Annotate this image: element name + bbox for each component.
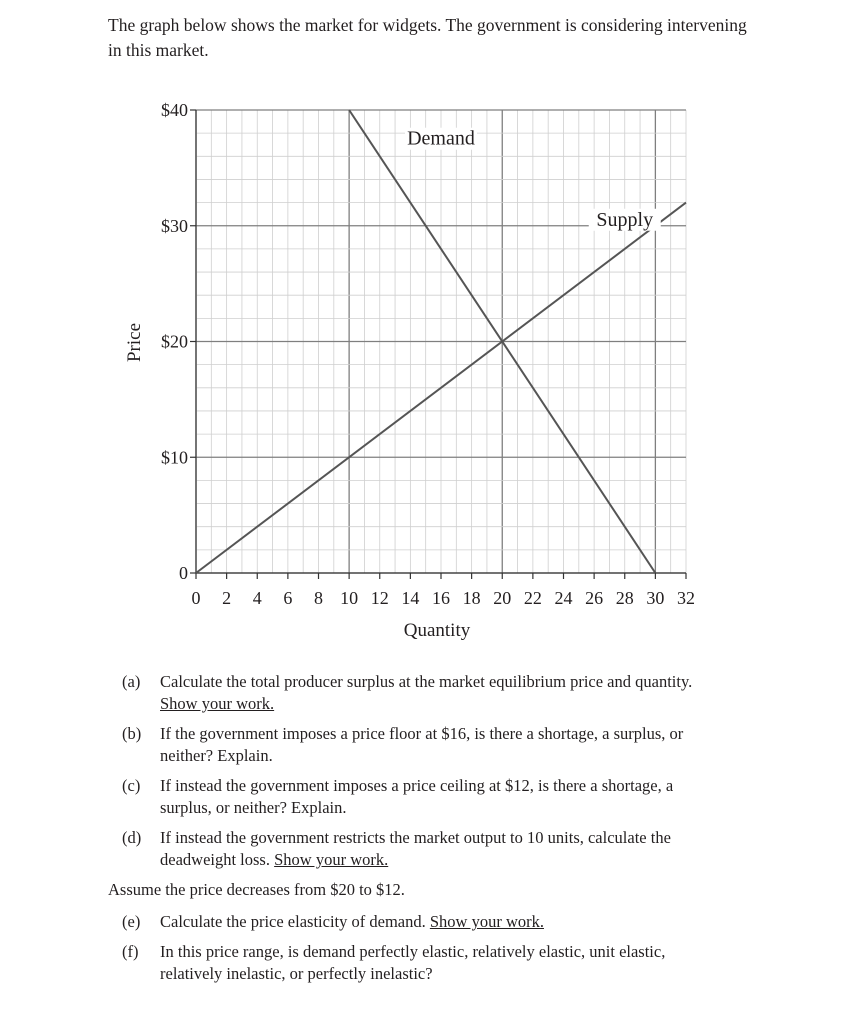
y-axis-title: Price <box>124 322 145 363</box>
y-tick-label: $40 <box>161 100 188 120</box>
question-text: If the government imposes a price floor at $16, is there a shortage, a surplus, or neither? Explain. <box>160 724 684 765</box>
question-text-block <box>160 827 728 871</box>
question-label: (b) <box>122 724 142 743</box>
y-tick-label: $20 <box>161 331 188 352</box>
question-text-block <box>160 723 728 767</box>
question-e <box>108 911 728 933</box>
x-tick-label: 24 <box>554 588 573 608</box>
intro-text: The graph below shows the market for widgets. The government is considering intervening in this market. <box>108 15 747 60</box>
x-tick-label: 2 <box>222 588 232 608</box>
question-a <box>108 671 728 715</box>
question-list <box>108 671 728 993</box>
show-work-instruction: Show your work. <box>274 850 389 869</box>
x-axis-title: Quantity <box>403 620 471 641</box>
question-text-block <box>160 671 728 715</box>
question-text: In this price range, is demand perfectly elastic, relatively elastic, unit elastic, relatively inelastic, or perfectly inelastic? <box>160 942 666 983</box>
question-f <box>108 941 728 985</box>
x-tick-label: 20 <box>493 588 512 608</box>
x-tick-label: 30 <box>646 588 665 608</box>
question-label: (a) <box>122 672 141 691</box>
question-text-block <box>160 775 728 819</box>
question-label: (e) <box>122 912 141 931</box>
x-tick-label: 22 <box>523 588 542 608</box>
annotation-supply-label: Supply <box>596 208 654 231</box>
x-tick-label: 0 <box>191 588 201 608</box>
y-tick-label: 0 <box>179 563 188 583</box>
x-tick-label: 6 <box>283 588 293 608</box>
x-tick-label: 4 <box>252 588 262 608</box>
question-label: (d) <box>122 828 142 847</box>
question-text: Calculate the total producer surplus at the market equilibrium price and quantity. <box>160 672 693 691</box>
question-b <box>108 723 728 767</box>
question-text: If instead the government imposes a price ceiling at $12, is there a shortage, a surplus, or neither? Explain. <box>160 776 674 817</box>
question-text: If instead the government restricts the market output to 10 units, calculate the deadweight loss. <box>160 828 671 869</box>
x-tick-label: 8 <box>314 588 323 608</box>
show-work-instruction: Show your work. <box>160 694 275 713</box>
question-text: Calculate the price elasticity of demand. <box>160 912 426 931</box>
question-group-2 <box>108 911 728 985</box>
question-text-block <box>160 911 728 933</box>
show-work-instruction: Show your work. <box>429 912 544 931</box>
y-tick-label: $30 <box>161 215 188 236</box>
question-c <box>108 775 728 819</box>
x-tick-label: 12 <box>370 588 389 608</box>
x-tick-label: 18 <box>462 588 481 608</box>
assume-text: Assume the price decreases from $20 to $12. <box>108 880 405 899</box>
x-tick-label: 32 <box>677 588 695 608</box>
x-tick-label: 28 <box>615 588 634 608</box>
question-label: (c) <box>122 776 141 795</box>
x-tick-label: 10 <box>340 588 359 608</box>
x-tick-label: 14 <box>401 588 420 608</box>
annotation-demand-label: Demand <box>407 127 475 150</box>
x-tick-label: 16 <box>432 588 450 608</box>
chart-grid <box>196 110 686 573</box>
question-text-block <box>160 941 728 985</box>
question-label: (f) <box>122 942 139 961</box>
y-tick-label: $10 <box>161 447 188 468</box>
x-tick-label: 26 <box>585 588 604 608</box>
question-d <box>108 827 728 871</box>
question-group-1 <box>108 671 728 871</box>
